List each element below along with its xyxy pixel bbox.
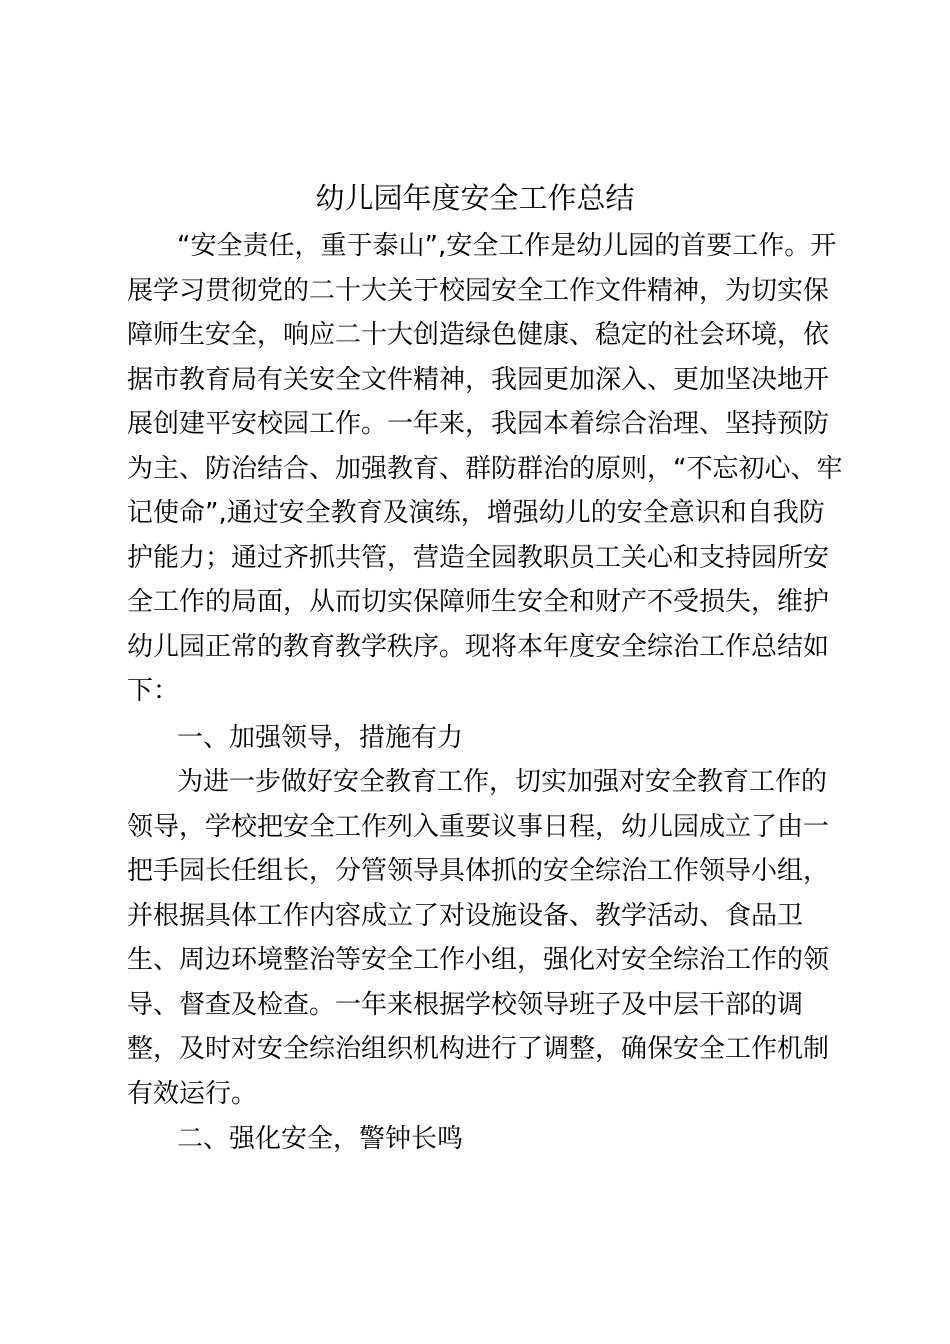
section1-paragraph [127, 760, 839, 1116]
document-title: 幼儿园年度安全工作总结 [315, 181, 635, 215]
paragraph-line: 为主、防治结合、加强教育、群防群治的原则，“不忘初心、牢 [127, 453, 843, 484]
paragraph-line: 下： [127, 676, 180, 706]
section-heading-1: 一、加强领导，措施有力 [177, 723, 464, 753]
paragraph-line: 领导，学校把安全工作列入重要议事日程，幼儿园成立了由一 [127, 811, 830, 842]
paragraph-line: 生、周边环境整治等安全工作小组，强化对安全综治工作的领 [127, 945, 830, 975]
paragraph-line: 据市教育局有关安全文件精神，我园更加深入、更加坚决地开 [127, 364, 830, 395]
section-heading-2: 二、强化安全，警钟长鸣 [177, 1124, 464, 1154]
paragraph-line: 全工作的局面，从而切实保障师生安全和财产不受损失，维护 [127, 587, 830, 617]
paragraph-line: 并根据具体工作内容成立了对设施设备、教学活动、食品卫 [127, 900, 804, 931]
paragraph-line: 幼儿园正常的教育教学秩序。现将本年度安全综治工作总结如 [127, 631, 830, 662]
paragraph-line: 障师生安全，响应二十大创造绿色健康、稳定的社会环境，依 [127, 320, 830, 350]
paragraph-line: 有效运行。 [127, 1078, 258, 1109]
paragraph-line: 展创建平安校园工作。一年来，我园本着综合治理、坚持预防 [127, 409, 830, 439]
paragraph-line: 把手园长任组长，分管领导具体抓的安全综治工作领导小组， [127, 856, 830, 886]
paragraph-line: 展学习贯彻党的二十大关于校园安全工作文件精神，为切实保 [127, 275, 830, 306]
paragraph-line: 整，及时对安全综治组织机构进行了调整，确保安全工作机制 [127, 1034, 830, 1064]
paragraph-line: 导、督查及检查。一年来根据学校领导班子及中层干部的调 [127, 989, 804, 1020]
intro-paragraph [127, 224, 843, 714]
paragraph-line: 护能力；通过齐抓共管，营造全园教职员工关心和支持园所安 [127, 542, 830, 573]
paragraph-line: 记使命”,通过安全教育及演练，增强幼儿的安全意识和自我防 [127, 498, 825, 528]
paragraph-line: “安全责任，重于泰山”,安全工作是幼儿园的首要工作。开 [177, 231, 837, 261]
paragraph-line: 为进一步做好安全教育工作，切实加强对安全教育工作的 [177, 767, 828, 797]
